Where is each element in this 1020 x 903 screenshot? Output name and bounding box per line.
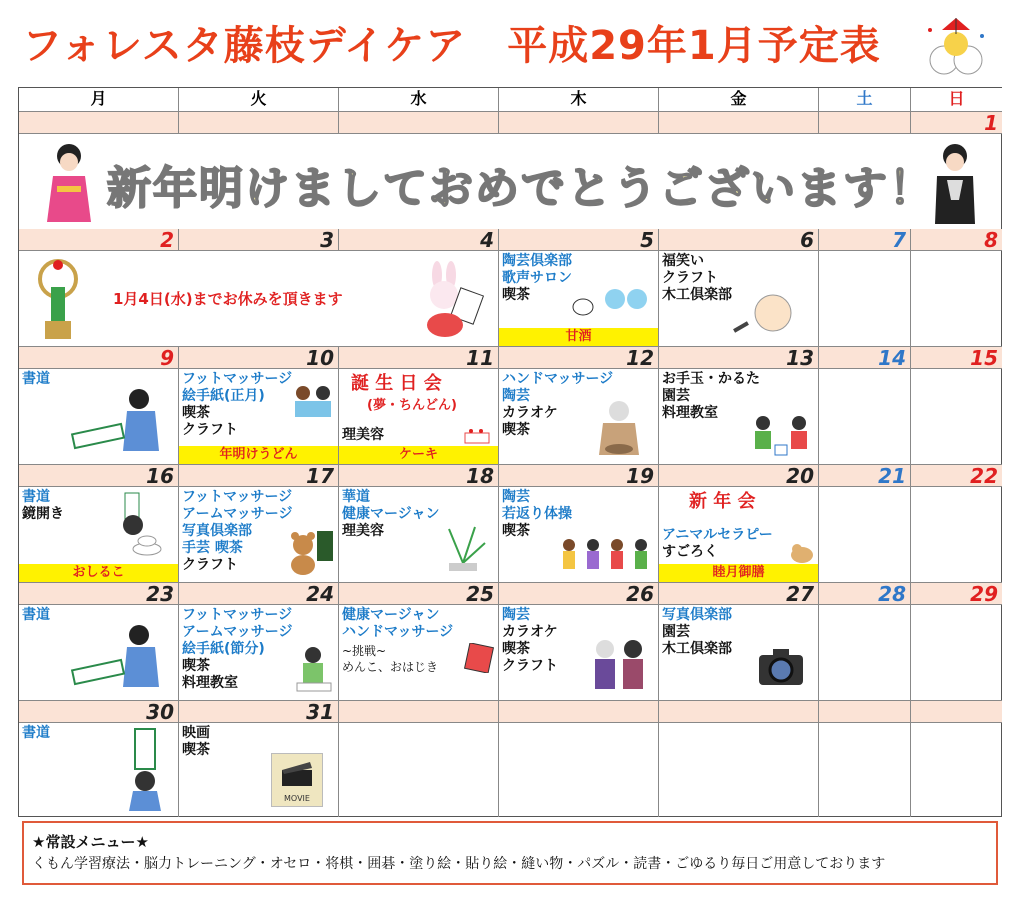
new-year-party-title: 新 年 会: [689, 491, 756, 512]
day-number-cell: [179, 229, 339, 251]
day-number: 20: [786, 464, 814, 488]
activity: 鏡開き: [22, 506, 64, 522]
day-number-cell: [659, 465, 819, 487]
activity: 料理教室: [662, 405, 718, 421]
activity: お手玉・かるた: [662, 371, 760, 387]
activity: めんこ、おはじき: [342, 660, 439, 674]
activity: ハンドマッサージ: [342, 624, 454, 640]
fukuwarai-icon: [729, 291, 815, 341]
day-cell-jan-12: [499, 369, 659, 465]
day-number: 3: [320, 228, 334, 252]
activity: 陶芸: [502, 388, 530, 404]
day-number: 13: [786, 346, 814, 370]
kagami-mochi-icon: [103, 491, 171, 559]
day-number-cell: [179, 583, 339, 605]
day-number-cell: [819, 347, 911, 369]
day-number-cell: [659, 701, 819, 723]
day-number-cell: [499, 112, 659, 134]
day-cell-jan-25: [339, 605, 499, 701]
activity: クラフト: [182, 557, 238, 573]
activity: 手芸 喫茶: [182, 540, 243, 556]
activity: 喫茶: [502, 422, 530, 438]
day-number-cell: [19, 701, 179, 723]
new-year-greeting: 新年明けましておめでとうございます！: [107, 163, 935, 214]
day-cell: [659, 723, 819, 817]
standing-menu-section: [18, 817, 1002, 889]
day-cell-jan-31: [179, 723, 339, 817]
standing-menu-box: [22, 821, 998, 885]
day-cell-jan-19: [499, 487, 659, 583]
special-menu-bar: ケーキ: [339, 446, 498, 464]
weekday-fri: 金: [659, 88, 819, 112]
day-number: 2: [160, 228, 174, 252]
day-number: 30: [146, 700, 174, 724]
special-menu-bar: 睦月御膳: [659, 564, 818, 582]
camera-icon: [757, 647, 805, 687]
day-cell-jan-17: [179, 487, 339, 583]
activity: 喫茶: [182, 405, 210, 421]
activity: 木工倶楽部: [662, 641, 732, 657]
day-number-cell: [819, 701, 911, 723]
day-cell: [819, 251, 911, 347]
activity: アームマッサージ: [182, 624, 293, 640]
day-number: 31: [306, 700, 334, 724]
day-cell: [819, 605, 911, 701]
weekday-thu: 木: [499, 88, 659, 112]
activity: 歌声サロン: [502, 270, 572, 286]
activity: 絵手紙(正月): [182, 388, 265, 404]
activity: 喫茶: [182, 658, 210, 674]
activity: フットマッサージ: [182, 489, 293, 505]
activity: 健康マージャン: [342, 506, 440, 522]
day-number: 14: [878, 346, 906, 370]
activity: カラオケ: [502, 405, 558, 421]
day-cell: [499, 723, 659, 817]
new-year-chicks-icon: [922, 14, 990, 80]
calligraphy-scroll-icon: [119, 727, 173, 813]
teddy-bear-icon: [285, 527, 335, 577]
day-number: 26: [626, 582, 654, 606]
activity: 写真倶楽部: [662, 607, 732, 623]
day-number-cell: [339, 229, 499, 251]
activity: 福笑い: [662, 253, 704, 269]
day-number-cell: [911, 112, 1002, 134]
day-number: 7: [892, 228, 906, 252]
day-number: 6: [800, 228, 814, 252]
weekday-sat: 土: [819, 88, 911, 112]
pottery-icon: [589, 397, 651, 459]
day-number-cell: [911, 701, 1002, 723]
hakama-man-icon: [925, 140, 985, 226]
day-cell-jan-5: [499, 251, 659, 347]
activity: 料理教室: [182, 675, 238, 691]
day-number-cell: [19, 465, 179, 487]
day-cell-jan-16: [19, 487, 179, 583]
day-cell: [819, 369, 911, 465]
day-number: 15: [970, 346, 998, 370]
activity: 書道: [22, 371, 50, 387]
day-cell-jan-10: [179, 369, 339, 465]
menko-card-icon: [463, 643, 495, 673]
day-number: 11: [466, 346, 494, 370]
activity: アームマッサージ: [182, 506, 293, 522]
activity: ~挑戦~: [342, 644, 387, 658]
day-cell: [819, 723, 911, 817]
day-number-cell: [499, 701, 659, 723]
day-number-cell: [911, 465, 1002, 487]
day-number-cell: [179, 112, 339, 134]
day-cell: [911, 369, 1002, 465]
day-number: 27: [786, 582, 814, 606]
activity: 健康マージャン: [342, 607, 440, 623]
day-number-cell: [819, 112, 911, 134]
calligraphy-icon: [69, 621, 169, 693]
day-number: 25: [466, 582, 494, 606]
day-number-cell: [911, 347, 1002, 369]
day-number-cell: [659, 229, 819, 251]
day-cell-jan-24: [179, 605, 339, 701]
weekday-tue: 火: [179, 88, 339, 112]
movie-clapper-icon: [271, 753, 323, 807]
day-number-cell: [499, 347, 659, 369]
activity: ハンドマッサージ: [502, 371, 614, 387]
day-cell: [911, 487, 1002, 583]
new-year-banner: [19, 136, 1001, 230]
activity: フットマッサージ: [182, 371, 293, 387]
activity: 喫茶: [182, 742, 210, 758]
activity: 陶芸: [502, 607, 530, 623]
day-number-cell: [339, 701, 499, 723]
day-number: 10: [306, 346, 334, 370]
activity: 園芸: [662, 624, 690, 640]
activity: 木工倶楽部: [662, 287, 732, 303]
day-number-cell: [499, 465, 659, 487]
day-number-cell: [339, 347, 499, 369]
day-cell-jan-6: [659, 251, 819, 347]
activity: 理美容: [342, 523, 384, 539]
weekday-mon: 月: [19, 88, 179, 112]
cake-icon: [463, 425, 491, 445]
standing-menu-title: ★常設メニュー★: [32, 833, 149, 851]
weekday-sun: 日: [911, 88, 1002, 112]
day-cell-jan-27: [659, 605, 819, 701]
day-cell: [819, 487, 911, 583]
day-number: 23: [146, 582, 174, 606]
day-cell-jan-30: [19, 723, 179, 817]
day-number-cell: [911, 583, 1002, 605]
day-number-cell: [19, 583, 179, 605]
day-number-cell: [659, 583, 819, 605]
day-number: 16: [146, 464, 174, 488]
activity: 園芸: [662, 388, 690, 404]
karaoke-couple-icon: [587, 635, 653, 695]
activity: 陶芸倶楽部: [502, 253, 572, 269]
movie-label: MOVIE: [284, 794, 310, 803]
closed-notice: 1月4日(水)までお休みを頂きます: [113, 290, 343, 308]
day-number-cell: [339, 465, 499, 487]
activity: すごろく: [662, 544, 718, 560]
day-number: 1: [984, 111, 998, 135]
day-number: 5: [640, 228, 654, 252]
day-number: 4: [480, 228, 494, 252]
day-number: 22: [970, 464, 998, 488]
day-number-cell: [19, 229, 179, 251]
singing-icon: [571, 277, 655, 323]
calendar-grid: [18, 87, 1002, 817]
painting-woman-icon: [293, 645, 335, 695]
kadomatsu-icon: [27, 257, 89, 341]
day-number-cell: [339, 112, 499, 134]
day-cell: [911, 605, 1002, 701]
day-cell-jan-13: [659, 369, 819, 465]
activity: フットマッサージ: [182, 607, 293, 623]
day-number-cell: [499, 583, 659, 605]
day-number: 28: [878, 582, 906, 606]
activity: クラフト: [182, 422, 238, 438]
weekday-wed: 水: [339, 88, 499, 112]
activity: カラオケ: [502, 624, 558, 640]
activity: 華道: [342, 489, 370, 505]
day-number-cell: [179, 465, 339, 487]
day-cell-jan-11: [339, 369, 499, 465]
activity: クラフト: [662, 270, 718, 286]
standing-menu-body: くもん学習療法・脳力トレーニング・オセロ・将棋・囲碁・塗り絵・貼り絵・縫い物・パズル・読書・ごゆるり毎日ご用意しております: [32, 856, 886, 872]
activity: アニマルセラピー: [662, 527, 773, 543]
activity: 喫茶: [502, 287, 530, 303]
activity: 喫茶: [502, 641, 530, 657]
day-number: 21: [878, 464, 906, 488]
special-menu-bar: 甘酒: [499, 328, 658, 346]
day-number-cell: [179, 347, 339, 369]
special-menu-bar: おしるこ: [19, 564, 178, 582]
day-number: 19: [626, 464, 654, 488]
page-title: フォレスタ藤枝デイケア 平成29年1月予定表: [22, 23, 881, 69]
day-cell-jan-9: [19, 369, 179, 465]
exercise-group-icon: [555, 537, 655, 577]
day-cell-jan-20: [659, 487, 819, 583]
karuta-kids-icon: [749, 413, 813, 459]
activity: クラフト: [502, 658, 558, 674]
activity: 絵手紙(節分): [182, 641, 265, 657]
day-cell: [911, 251, 1002, 347]
day-number-cell: [19, 112, 179, 134]
day-cell-jan-26: [499, 605, 659, 701]
day-number: 8: [984, 228, 998, 252]
day-cell: [339, 723, 499, 817]
kimono-woman-icon: [39, 142, 99, 224]
day-cell-jan-23: [19, 605, 179, 701]
day-number-cell: [659, 112, 819, 134]
day-cell-jan-18: [339, 487, 499, 583]
activity: 書道: [22, 489, 50, 505]
day-number: 17: [306, 464, 334, 488]
massage-icon: [291, 383, 335, 423]
activity: 写真倶楽部: [182, 523, 252, 539]
day-number-cell: [819, 229, 911, 251]
activity: 陶芸: [502, 489, 530, 505]
day-number: 24: [306, 582, 334, 606]
activity: 書道: [22, 725, 50, 741]
day-number: 12: [626, 346, 654, 370]
activity: 書道: [22, 607, 50, 623]
day-number: 29: [970, 582, 998, 606]
activity: 喫茶: [502, 523, 530, 539]
birthday-party-title: 誕 生 日 会: [351, 373, 442, 394]
activity: 映画: [182, 725, 210, 741]
day-number-cell: [19, 347, 179, 369]
day-number-cell: [499, 229, 659, 251]
activity: 理美容: [342, 427, 384, 443]
day-cell: [911, 723, 1002, 817]
day-number-cell: [819, 583, 911, 605]
day-number: 9: [160, 346, 174, 370]
day-number-cell: [179, 701, 339, 723]
day-number-cell: [911, 229, 1002, 251]
ikebana-icon: [435, 523, 491, 577]
dog-icon: [789, 541, 815, 565]
day-number-cell: [819, 465, 911, 487]
calligraphy-icon: [69, 385, 169, 457]
day-number-cell: [339, 583, 499, 605]
activity: 若返り体操: [502, 506, 572, 522]
activity: (夢・ちんどん): [367, 398, 457, 413]
day-number: 18: [466, 464, 494, 488]
special-menu-bar: 年明けうどん: [179, 446, 338, 464]
rabbit-icon: [415, 261, 485, 341]
day-number-cell: [659, 347, 819, 369]
closed-days-cell: [19, 251, 499, 347]
